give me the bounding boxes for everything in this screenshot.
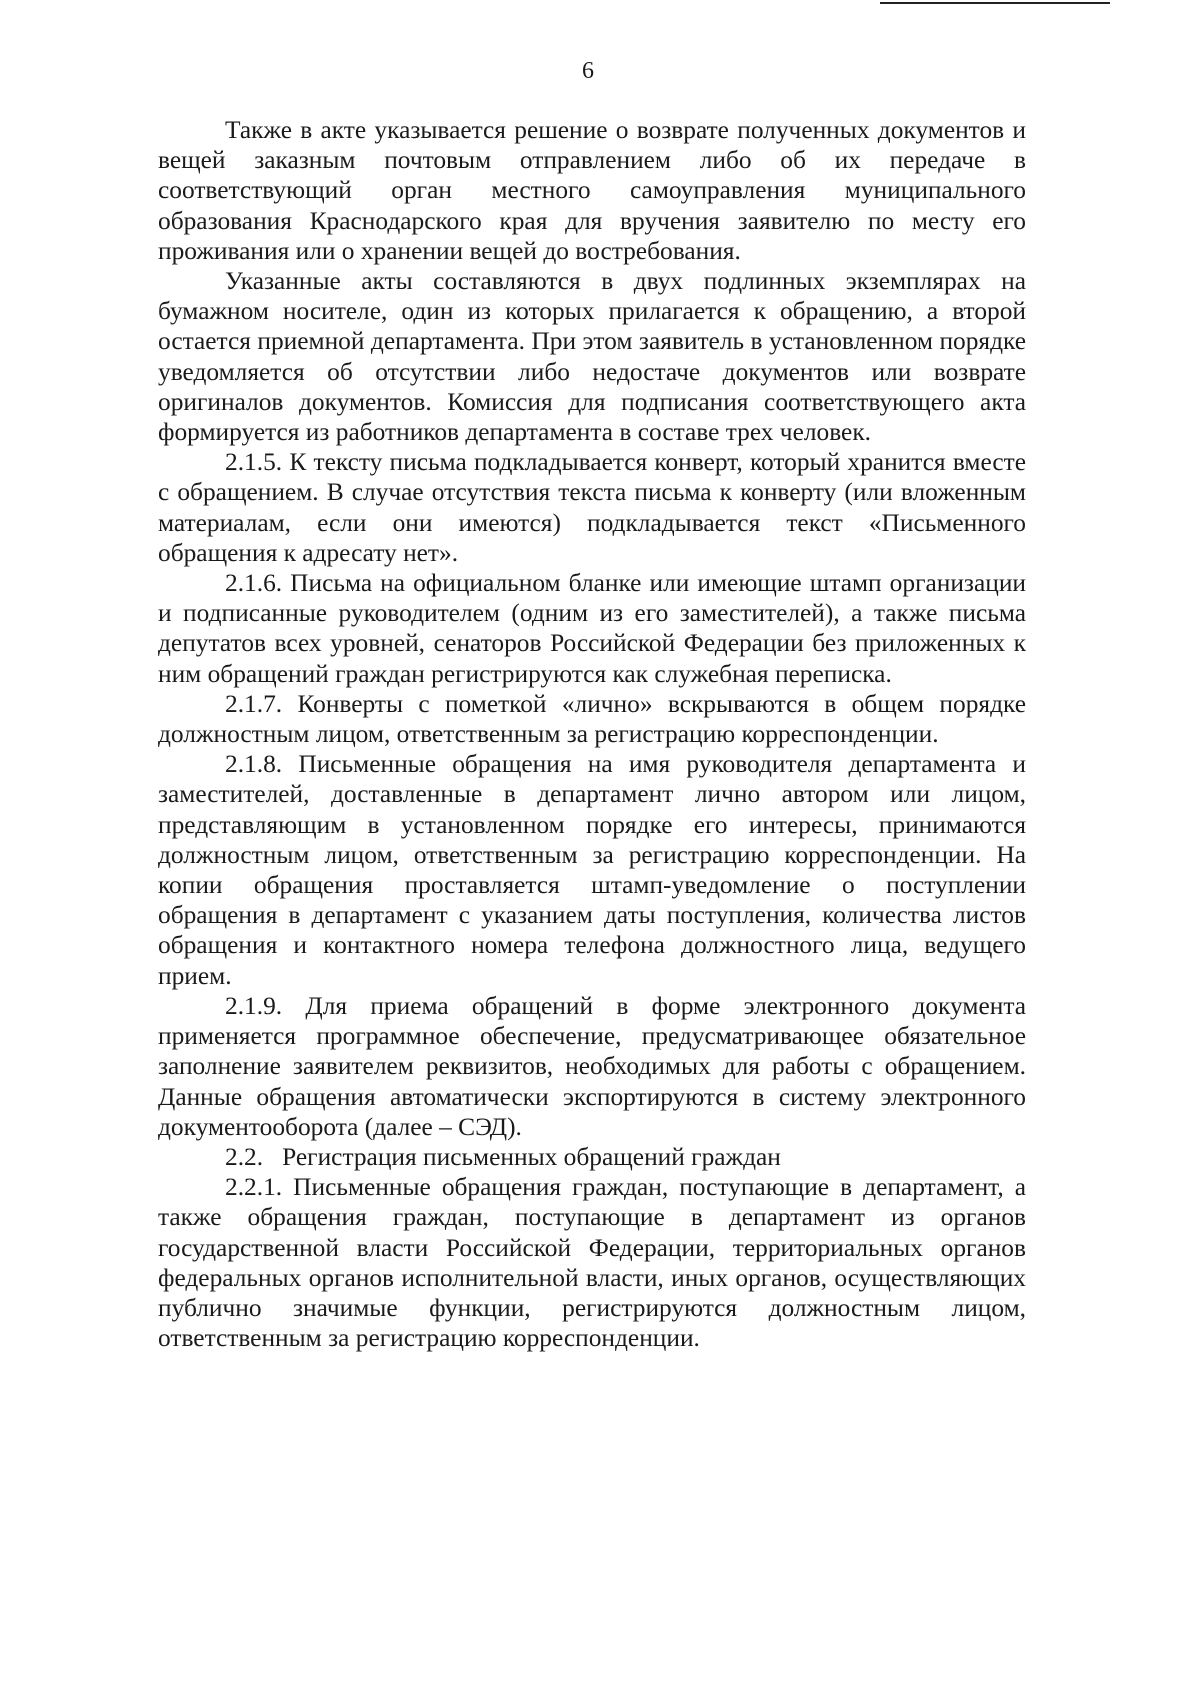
page-number: 6 bbox=[582, 58, 594, 84]
paragraph-2-1-9: 2.1.9. Для приема обращений в форме электронного документа применяется программное обеспечение, предусматривающее обязательное заполнение заявителем реквизитов, необходимых для работы с обращением. Данные обращения автоматически экспортируются в систему электронного документооборота (далее – СЭД). bbox=[158, 991, 1026, 1141]
section-heading-2-2: 2.2. Регистрация письменных обращений граждан bbox=[225, 1142, 781, 1171]
document-body bbox=[158, 115, 1026, 1353]
paragraph-2-1-7: 2.1.7. Конверты с пометкой «лично» вскрываются в общем порядке должностным лицом, ответственным за регистрацию корреспонденции. bbox=[158, 689, 1026, 749]
paragraph-acts-copies: Указанные акты составляются в двух подлинных экземплярах на бумажном носителе, один из которых прилагается к обращению, а второй остается приемной департамента. При этом заявитель в установленном порядке уведомляется об отсутствии либо недостаче документов или возврате оригиналов документов. Комиссия для подписания соответствующего акта формируется из работников департамента в составе трех человек. bbox=[158, 267, 1026, 447]
top-edge-rule bbox=[880, 2, 1110, 4]
paragraph-2-1-8: 2.1.8. Письменные обращения на имя руководителя департамента и заместителей, доставленные в департамент лично автором или лицом, представляющим в установленном порядке его интересы, принимаются должностным лицом, ответственным за регистрацию корреспонденции. На копии обращения проставляется штамп-уведомление о поступлении обращения в департамент с указанием даты поступления, количества листов обращения и контактного номера телефона должностного лица, ведущего прием. bbox=[158, 750, 1026, 990]
paragraph-2-1-6: 2.1.6. Письма на официальном бланке или имеющие штамп организации и подписанные руководителем (одним из его заместителей), а также письма депутатов всех уровней, сенаторов Российской Федерации без приложенных к ним обращений граждан регистрируются как служебная переписка. bbox=[158, 569, 1026, 688]
paragraph-act-return-decision: Также в акте указывается решение о возврате полученных документов и вещей заказным почтовым отправлением либо об их передаче в соответствующий орган местного самоуправления муниципального образования Краснодарского края для вручения заявителю по месту его проживания или о хранении вещей до востребования. bbox=[158, 116, 1026, 265]
paragraph-2-2-1: 2.2.1. Письменные обращения граждан, поступающие в департамент, а также обращения граждан, поступающие в департамент из органов государственной власти Российской Федерации, территориальных органов федеральных органов исполнительной власти, иных органов, осуществляющих публично значимые функции, регистрируются должностным лицом, ответственным за регистрацию корреспонденции. bbox=[158, 1173, 1026, 1353]
paragraph-2-1-5: 2.1.5. К тексту письма подкладывается конверт, который хранится вместе с обращением. В случае отсутствия текста письма к конверту (или вложенным материалам, если они имеются) подкладывается текст «Письменного обращения к адресату нет». bbox=[158, 448, 1026, 567]
